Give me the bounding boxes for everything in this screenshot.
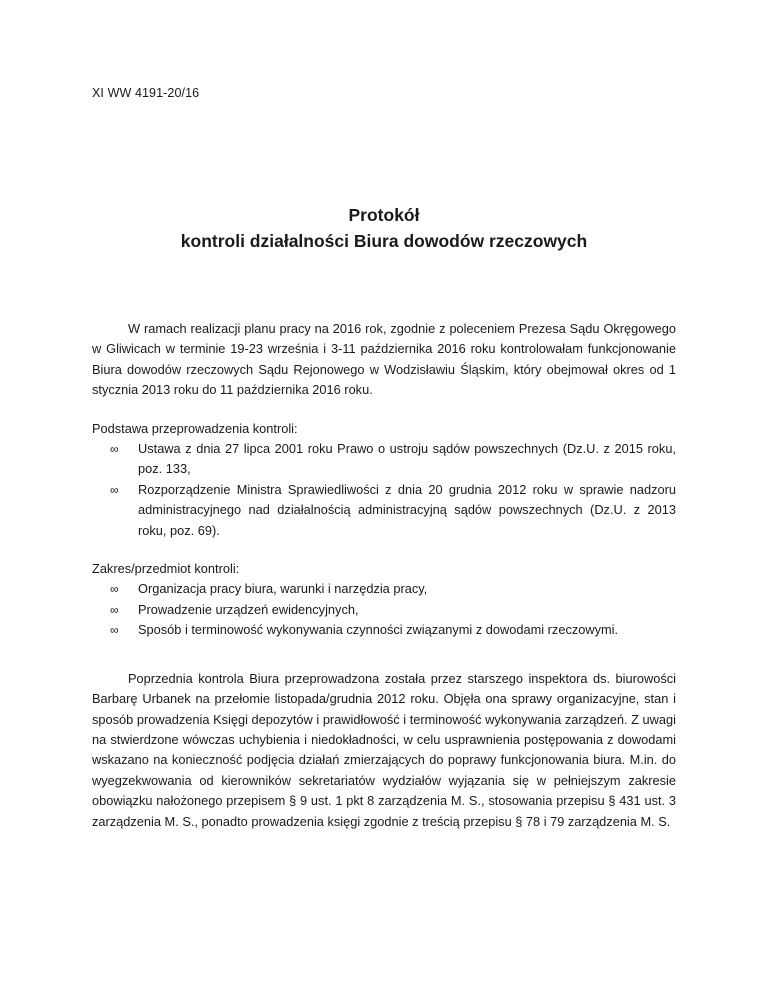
list-item-text: Sposób i terminowość wykonywania czynności związanymi z dowodami rzeczowymi. (138, 622, 619, 638)
list-item-text: Ustawa z dnia 27 lipca 2001 roku Prawo o ustroju sądów powszechnych (Dz.U. z 2015 roku, poz. 133, (138, 441, 676, 477)
list-item-text: Prowadzenie urządzeń ewidencyjnych, (138, 601, 359, 617)
previous-control-paragraph: Poprzednia kontrola Biura przeprowadzona została przez starszego inspektora ds. biurowości Barbarę Urbanek na przełomie listopada/grudnia 2012 roku. Objęła ona sprawy organizacyjne, stan i sposób prowadzenia Księgi depozytów i prawidłowość i terminowość wykonywania zarządzeń. Z uwagi na stwierdzone wówczas uchybienia i niedokładności, w celu usprawnienia postępowania z dowodami wskazano na konieczność podjęcia działań zmierzających do poprawy funkcjonowania biura. M.in. do wyegzekwowania od kierowników sekretariatów wydziałów wyjązania się w pełniejszym zakresie obowiązku nałożonego przepisem § 9 ust. 1 pkt 8 zarządzenia M. S., stosowania przepisu § 431 ust. 3 zarządzenia M. S., ponadto prowadzenia księgi zgodnie z treścią przepisu § 78 i 79 zarządzenia M. S. (92, 670, 676, 829)
list-item (92, 579, 676, 599)
basis-heading: Podstawa przeprowadzenia kontroli: (92, 420, 298, 436)
intro-paragraph: W ramach realizacji planu pracy na 2016 rok, zgodnie z poleceniem Prezesa Sądu Okręgowego w Gliwicach w terminie 19-23 września i 3-11 października 2016 roku kontrolowałam funkcjonowanie Biura dowodów rzeczowych Sądu Rejonowego w Wodzisławiu Śląskim, który obejmował okres od 1 stycznia 2013 roku do 11 października 2016 roku. (92, 321, 676, 398)
spacer (92, 641, 676, 669)
scope-list (92, 579, 676, 640)
list-item (92, 600, 676, 620)
list-item-text: Rozporządzenie Ministra Sprawiedliwości z dnia 20 grudnia 2012 roku w sprawie nadzoru administracyjnego nad działalnością administracyjną sądów powszechnych (Dz.U. z 2013 roku, poz. 69). (138, 481, 676, 538)
document-title: Protokół (348, 205, 420, 225)
list-item-text: Organizacja pracy biura, warunki i narzędzia pracy, (138, 581, 428, 597)
list-item (92, 620, 676, 640)
scope-heading: Zakres/przedmiot kontroli: (92, 561, 240, 577)
bullet-icon: ∞ (110, 442, 119, 457)
bullet-icon: ∞ (110, 482, 119, 497)
basis-list (92, 439, 676, 541)
list-item (92, 439, 676, 480)
document-body (92, 319, 676, 832)
bullet-icon: ∞ (110, 602, 119, 617)
bullet-icon: ∞ (110, 582, 119, 597)
title-block (92, 202, 676, 254)
reference-number: XI WW 4191-20/16 (92, 86, 200, 100)
list-item (92, 480, 676, 541)
bullet-icon: ∞ (110, 623, 119, 638)
document-subtitle: kontroli działalności Biura dowodów rzeczowych (180, 231, 588, 251)
